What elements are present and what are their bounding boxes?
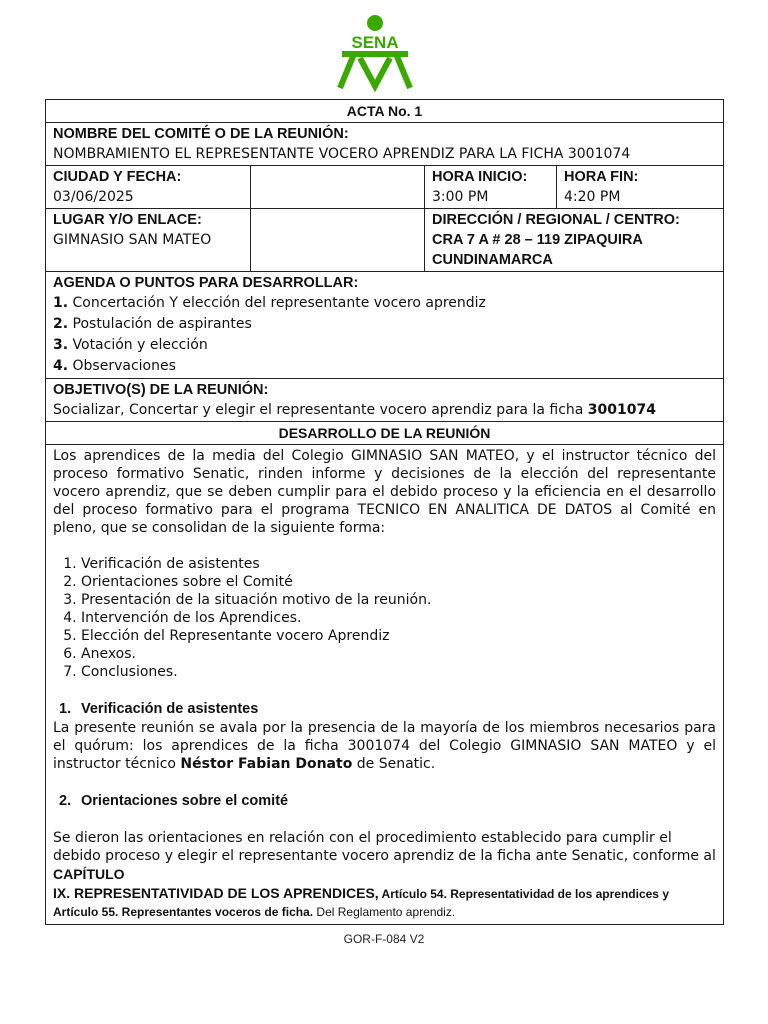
acta-table	[45, 99, 724, 925]
objetivo-text: Socializar, Concertar y elegir el representante vocero aprendiz para la ficha 3001074	[53, 402, 656, 418]
desarrollo-title: DESARROLLO DE LA REUNIÓN	[46, 422, 724, 445]
acta-title: ACTA No. 1	[46, 100, 724, 123]
list-item: 2. Orientaciones sobre el Comité	[81, 573, 716, 591]
ciudad-fecha-value: 03/06/2025	[53, 189, 134, 205]
desarrollo-body	[46, 445, 724, 925]
direccion-line1: CRA 7 A # 28 – 119 ZIPAQUIRA	[432, 232, 643, 248]
hora-fin-cell	[557, 166, 724, 209]
agenda-item: 4. Observaciones	[53, 358, 176, 374]
direccion-cell	[425, 209, 724, 272]
list-item: 3. Presentación de la situación motivo de la reunión.	[81, 591, 716, 609]
agenda-item: 1. Concertación Y elección del representante vocero aprendiz	[53, 295, 486, 311]
hora-inicio-label: HORA INICIO:	[432, 169, 528, 185]
section-2-reference: IX. REPRESENTATIVIDAD DE LOS APRENDICES, Artículo 54. Representatividad de los aprendices y Artículo 55. Representantes voceros de ficha. Del Reglamento aprendiz.	[53, 885, 669, 919]
sena-logo	[336, 14, 414, 92]
document-code: GOR-F-084 V2	[343, 932, 425, 946]
empty-cell	[251, 209, 425, 272]
sena-logo-text: SENA	[351, 33, 399, 52]
agenda-label: AGENDA O PUNTOS PARA DESARROLLAR:	[53, 275, 359, 291]
lugar-label: LUGAR Y/O ENLACE:	[53, 212, 202, 228]
objetivo-label: OBJETIVO(S) DE LA REUNIÓN:	[53, 382, 269, 398]
list-item: 5. Elección del Representante vocero Aprendiz	[81, 627, 716, 645]
ciudad-fecha-label: CIUDAD Y FECHA:	[53, 169, 182, 185]
hora-inicio-cell	[425, 166, 557, 209]
lugar-cell	[46, 209, 251, 272]
list-item: 6. Anexos.	[81, 645, 716, 663]
objetivo-ficha: 3001074	[587, 402, 656, 418]
lugar-value: GIMNASIO SAN MATEO	[53, 232, 212, 248]
direccion-line2: CUNDINAMARCA	[432, 252, 553, 268]
agenda-item: 2. Postulación de aspirantes	[53, 316, 252, 332]
empty-cell	[251, 166, 425, 209]
instructor-name: Néstor Fabian Donato	[180, 756, 353, 772]
comite-label: NOMBRE DEL COMITÉ O DE LA REUNIÓN:	[53, 126, 349, 142]
list-item: 7. Conclusiones.	[81, 663, 716, 681]
section-2-title: 2. Orientaciones sobre el comité	[59, 793, 289, 809]
objetivo-cell	[46, 379, 724, 422]
agenda-item: 3. Votación y elección	[53, 337, 208, 353]
comite-cell	[46, 123, 724, 166]
hora-fin-value: 4:20 PM	[564, 189, 621, 205]
list-item: 4. Intervención de los Aprendices.	[81, 609, 716, 627]
hora-fin-label: HORA FIN:	[564, 169, 639, 185]
section-1-text: La presente reunión se avala por la presencia de la mayoría de los miembros necesarios para el quórum: los aprendices de la ficha 3001074 del Colegio GIMNASIO SAN MATEO y el instructor técnico Néstor Fabian Donato de Senatic.	[53, 720, 717, 772]
desarrollo-intro: Los aprendices de la media del Colegio GIMNASIO SAN MATEO, y el instructor técnico del proceso formativo Senatic, rinden informe y decisiones de la elección del representante vocero aprendiz, que se deben cumplir para el debido proceso y la eficiencia en el desarrollo del proceso formativo para el programa TECNICO EN ANALITICA DE DATOS al Comité en pleno, que se consolidan de la siguiente forma:	[53, 448, 717, 536]
hora-inicio-value: 3:00 PM	[432, 189, 489, 205]
direccion-label: DIRECCIÓN / REGIONAL / CENTRO:	[432, 212, 680, 228]
section-2-text: Se dieron las orientaciones en relación con el procedimiento establecido para cumplir el debido proceso y elegir el representante vocero aprendiz de la ficha ante Senatic, conforme al CAPÍTULO	[53, 830, 716, 882]
comite-value: NOMBRAMIENTO EL REPRESENTANTE VOCERO APRENDIZ PARA LA FICHA 3001074	[53, 146, 631, 162]
list-item: 1. Verificación de asistentes	[81, 555, 716, 573]
section-1-title: 1. Verificación de asistentes	[59, 701, 259, 717]
ciudad-fecha-cell	[46, 166, 251, 209]
desarrollo-list	[53, 555, 716, 681]
agenda-cell	[46, 272, 724, 379]
